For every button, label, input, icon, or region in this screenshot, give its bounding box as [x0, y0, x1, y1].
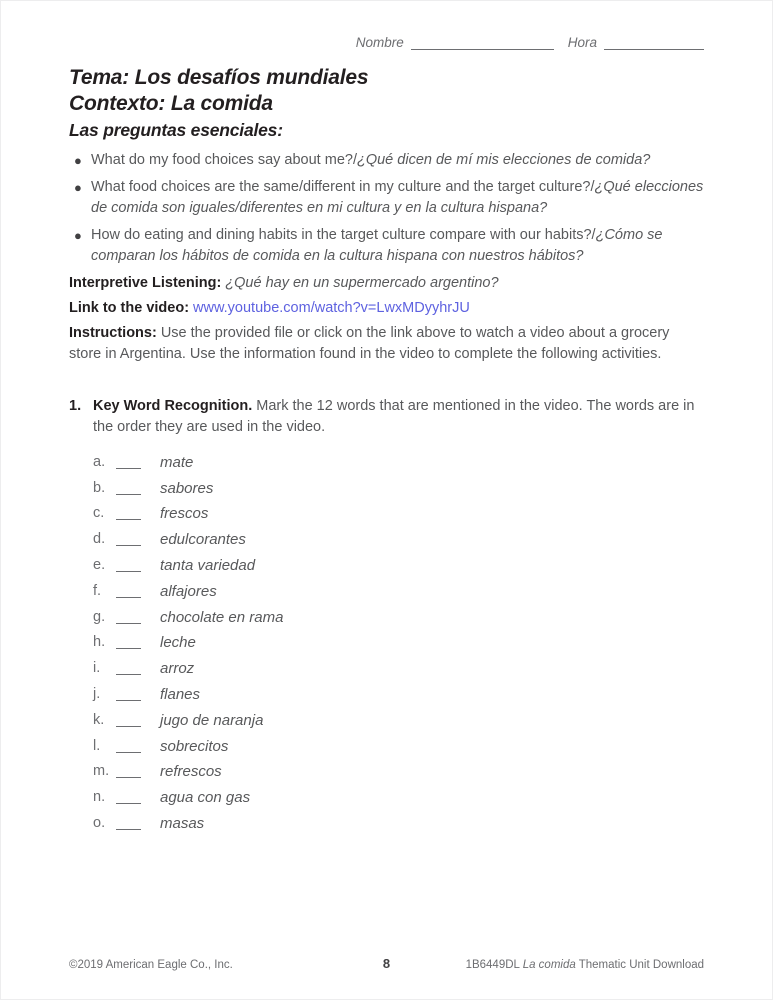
contexto-title: Contexto: La comida: [69, 92, 273, 115]
video-link-line: [69, 298, 704, 319]
key-word: flanes: [160, 685, 201, 703]
product-code-text: [390, 959, 704, 971]
item-letter: g.: [93, 608, 106, 625]
nombre-blank-line: [411, 35, 554, 50]
question-english: How do eating and dining habits in the target culture compare with our habits?/: [91, 227, 596, 243]
key-word-list: [93, 446, 704, 833]
essential-questions-heading: Las preguntas esenciales:: [69, 120, 283, 140]
bullet-icon: ●: [74, 180, 82, 195]
key-word: arroz: [160, 660, 195, 678]
instructions-text: Use the provided file or click on the link above to watch a video about a grocery store in Argentina. Use the information found in the video to complete the following activities.: [69, 325, 670, 362]
item-letter: m.: [93, 763, 110, 780]
essential-question-item: [69, 150, 704, 171]
key-word: jugo de naranja: [160, 711, 264, 729]
item-letter: a.: [93, 453, 106, 470]
interpretive-listening-line: [69, 273, 704, 294]
activity-description: [93, 396, 704, 438]
key-word-row: [93, 704, 704, 730]
key-word: refrescos: [160, 763, 222, 781]
key-word-row: [93, 498, 704, 524]
item-letter: b.: [93, 479, 106, 496]
answer-blank-line: [116, 739, 141, 753]
key-word: tanta variedad: [160, 556, 256, 574]
item-letter: k.: [93, 711, 105, 728]
key-word-row: [93, 652, 704, 678]
key-word-row: [93, 601, 704, 627]
question-spanish: ¿Qué dicen de mí mis elecciones de comida?: [356, 152, 651, 168]
item-letter: i.: [93, 660, 101, 677]
activity-title: Key Word Recognition.: [93, 398, 253, 414]
key-word: agua con gas: [160, 789, 251, 807]
page-footer: [69, 956, 704, 971]
key-word: sobrecitos: [160, 737, 229, 755]
key-word: chocolate en rama: [160, 608, 284, 626]
hora-blank-line: [604, 35, 704, 50]
activity-description-text: Mark the 12 words that are mentioned in the video. The words are in the order they are used in the video.: [93, 398, 695, 435]
key-word: leche: [160, 634, 196, 652]
essential-question-item: [69, 177, 704, 219]
item-letter: l.: [93, 737, 101, 754]
item-letter: n.: [93, 789, 106, 806]
answer-blank-line: [116, 455, 141, 469]
key-word: frescos: [160, 505, 209, 523]
activity-body: [93, 396, 704, 833]
activity-number: 1.: [69, 398, 82, 414]
product-code-title: La comida: [522, 959, 576, 971]
item-letter: d.: [93, 531, 106, 548]
key-word: sabores: [160, 479, 214, 497]
question-english: What do my food choices say about me?/: [91, 152, 357, 168]
youtube-video-link[interactable]: www.youtube.com/watch?v=LwxMDyyhrJU: [193, 300, 470, 316]
product-code-suffix: Thematic Unit Download: [575, 959, 705, 971]
item-letter: e.: [93, 556, 106, 573]
answer-blank-line: [116, 661, 141, 675]
key-word-row: [93, 627, 704, 653]
key-word-row: [93, 781, 704, 807]
question-spanish: ¿Qué elecciones de comida son iguales/diferentes en mi cultura y en la cultura hispana?: [91, 179, 704, 216]
interpretive-listening-label: Interpretive Listening:: [69, 275, 222, 291]
key-word: edulcorantes: [160, 531, 246, 549]
name-hour-header: [69, 35, 704, 50]
key-word: masas: [160, 814, 205, 832]
item-letter: c.: [93, 505, 105, 522]
answer-blank-line: [116, 687, 141, 701]
answer-blank-line: [116, 532, 141, 546]
answer-blank-line: [116, 790, 141, 804]
key-word-row: [93, 756, 704, 782]
key-word: alfajores: [160, 582, 217, 600]
key-word-row: [93, 575, 704, 601]
key-word-row: [93, 446, 704, 472]
answer-blank-line: [116, 635, 141, 649]
tema-title: Tema: Los desafíos mundiales: [69, 66, 369, 89]
answer-blank-line: [116, 584, 141, 598]
item-letter: o.: [93, 814, 106, 831]
video-link-label: Link to the video:: [69, 300, 190, 316]
answer-blank-line: [116, 713, 141, 727]
key-word-row: [93, 678, 704, 704]
question-spanish: ¿Cómo se comparan los hábitos de comida en la cultura hispana con nuestros hábitos?: [91, 227, 663, 264]
interpretive-listening-text: ¿Qué hay en un supermercado argentino?: [225, 275, 499, 291]
key-word-row: [93, 472, 704, 498]
essential-question-item: [69, 225, 704, 267]
bullet-icon: ●: [74, 153, 82, 168]
key-word-row: [93, 549, 704, 575]
essential-questions-list: [69, 150, 704, 267]
product-code-prefix: 1B6449DL: [465, 959, 523, 971]
key-word-row: [93, 807, 704, 833]
item-letter: f.: [93, 582, 102, 599]
answer-blank-line: [116, 558, 141, 572]
answer-blank-line: [116, 481, 141, 495]
key-word: mate: [160, 453, 194, 471]
question-english: What food choices are the same/different in my culture and the target culture?/: [91, 179, 595, 195]
copyright-text: ©2019 American Eagle Co., Inc.: [69, 959, 233, 971]
instructions-label: Instructions:: [69, 325, 157, 341]
nombre-label: Nombre: [355, 35, 404, 50]
item-letter: j.: [93, 685, 101, 702]
hora-label: Hora: [567, 35, 597, 50]
answer-blank-line: [116, 816, 141, 830]
key-word-row: [93, 730, 704, 756]
key-word-row: [93, 523, 704, 549]
answer-blank-line: [116, 764, 141, 778]
answer-blank-line: [116, 610, 141, 624]
instructions-line: [69, 323, 704, 365]
bullet-icon: ●: [74, 228, 82, 243]
item-letter: h.: [93, 634, 106, 651]
page-number: 8: [382, 956, 391, 971]
activity-key-word-recognition: [69, 396, 704, 833]
answer-blank-line: [116, 506, 141, 520]
